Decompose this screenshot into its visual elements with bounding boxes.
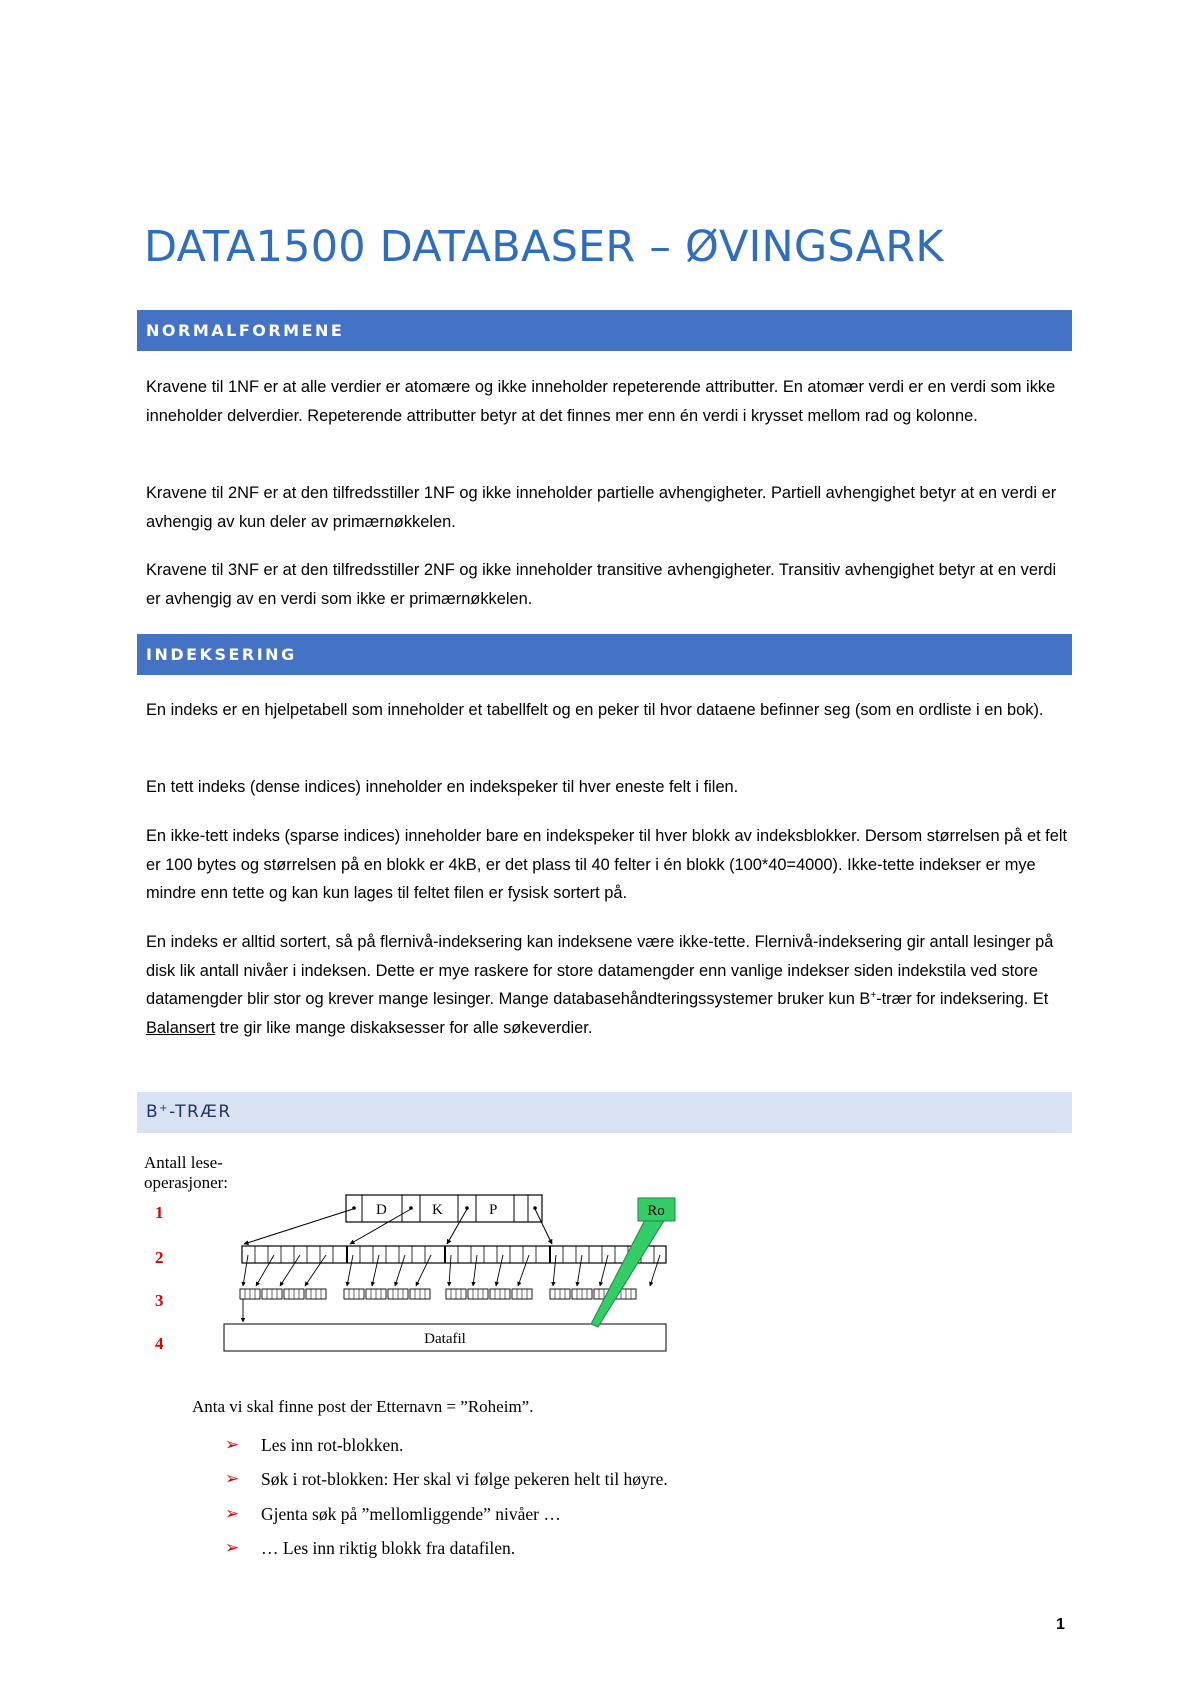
step-text: Gjenta søk på ”mellomliggende” nivåer … [261,1503,561,1524]
btree-heading-b: B [146,1102,160,1122]
arrow-bullet-icon: ➢ [225,1537,240,1557]
callout-label: Ro [647,1203,665,1219]
section-heading-normalforms: NORMALFORMENE [137,310,1072,351]
step-text: Søk i rot-blokken: Her skal vi følge pekeren helt til høyre. [261,1469,668,1490]
datafile-label: Datafil [424,1331,466,1347]
reads-caption-line1: Antall lese- [144,1153,223,1172]
level-number-2: 2 [155,1248,164,1267]
reads-caption-line2: operasjoner: [144,1173,229,1192]
list-item [225,1531,668,1565]
arrow-bullet-icon: ➢ [225,1435,240,1454]
section-heading-indexing: INDEKSERING [137,634,1072,675]
btree-heading-rest: -TRÆR [169,1102,232,1122]
paragraph-multilevel-index [146,928,1071,1042]
multilevel-text-part-2: -trær for indeksering. Et [876,990,1049,1008]
search-steps-list [225,1428,668,1565]
root-key-k: K [432,1202,443,1218]
list-item [225,1428,668,1462]
level-number-1: 1 [155,1203,164,1222]
document-title: DATA1500 DATABASER – ØVINGSARK [144,222,944,272]
paragraph-index-definition: En indeks er en hjelpetabell som inneholder et tabellfelt og en peker til hvor dataene befinner seg (som en ordliste i en bok). [146,701,1044,719]
paragraph-dense-index: En tett indeks (dense indices) inneholder en indekspeker til hver eneste felt i filen. [146,778,739,796]
paragraph-1nf: Kravene til 1NF er at alle verdier er atomære og ikke inneholder repeterende attributter. En atomær verdi er en verdi som ikke inneholder delverdier. Repeterende attributter betyr at det finnes mer enn én verdi i krysset mellom rad og kolonne. [146,378,1056,425]
page-number: 1 [1056,1616,1065,1633]
paragraph-sparse-index: En ikke-tett indeks (sparse indices) inneholder bare en indekspeker til hver blokk av indeksblokker. Dersom størrelsen på et felt er 100 bytes og størrelsen på en blokk er 4kB, er det plass til 40 felter i én blokk (100*40=4000). Ikke-tette indekser er mye mindre enn tette og kan kun lages til feltet filen er fysisk sortert på. [146,827,1068,902]
level-number-4: 4 [155,1334,164,1353]
bplus-superscript: + [870,990,877,1001]
callout-pointer [591,1216,667,1327]
btree-heading-plus: + [159,1103,170,1114]
multilevel-text-part-1: En indeks er alltid sortert, så på flernivå-indeksering kan indeksene være ikke-tette. Flernivå-indeksering gir antall lesinger på disk lik antall nivåer i indeksen. Dette er mye raskere for store datamengder enn vanlige indekser siden indekstila ved store datamengder blir stor og krever mange lesinger. Mange databasehåndteringssystemer bruker kun B [146,933,1054,1008]
level-number-3: 3 [155,1291,164,1310]
arrow-bullet-icon: ➢ [225,1469,240,1489]
level3-leaf-blocks [240,1289,636,1299]
paragraph-3nf: Kravene til 3NF er at den tilfredsstiller 2NF og ikke inneholder transitive avhengigheter. Transitiv avhengighet betyr at en verdi er avhengig av en verdi som ikke er primærnøkkelen. [146,561,1057,608]
root-key-d: D [376,1202,387,1218]
root-block [346,1195,542,1222]
bplus-tree-diagram [140,1152,700,1362]
section-heading-btrees [137,1092,1072,1133]
multilevel-text-part-3: tre gir like mange diskaksesser for alle søkeverdier. [215,1018,593,1037]
level2-inner-blocks [242,1246,666,1263]
arrow-bullet-icon: ➢ [225,1503,240,1523]
balanced-underlined-term: Balansert [146,1018,216,1037]
list-item [225,1462,668,1496]
root-key-p: P [489,1202,498,1218]
paragraph-2nf: Kravene til 2NF er at den tilfredsstiller 1NF og ikke inneholder partielle avhengigheter. Partiell avhengighet betyr at en verdi er avhengig av kun deler av primærnøkkelen. [146,484,1057,531]
step-text: Les inn rot-blokken. [261,1435,404,1455]
step-text: … Les inn riktig blokk fra datafilen. [261,1537,516,1558]
search-example-intro: Anta vi skal finne post der Etternavn = ”Roheim”. [192,1397,534,1416]
list-item [225,1497,668,1531]
